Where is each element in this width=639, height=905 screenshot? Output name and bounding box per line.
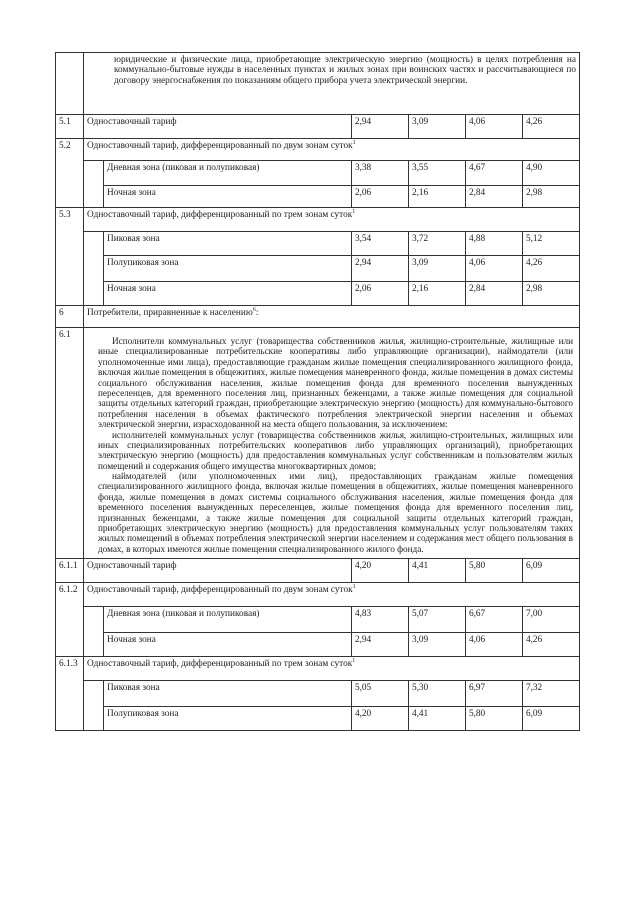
tariff-value: 4,67 [465, 161, 522, 186]
tariff-value: 3,72 [408, 232, 465, 256]
row-text [84, 328, 580, 559]
tariff-value: 2,84 [465, 186, 522, 208]
tariff-value: 7,32 [522, 681, 579, 707]
tariff-value: 4,06 [465, 256, 522, 282]
row-number: 5.3 [56, 208, 84, 306]
tariff-value: 3,38 [351, 161, 408, 186]
tariff-value: 7,00 [522, 607, 579, 633]
tariff-value: 3,09 [408, 115, 465, 139]
tariff-value: 2,84 [465, 282, 522, 306]
table-row [56, 657, 580, 681]
tariff-value: 2,16 [408, 186, 465, 208]
table-row [56, 559, 580, 583]
tariff-value: 4,83 [351, 607, 408, 633]
tariff-value: 5,30 [408, 681, 465, 707]
table-row [56, 282, 580, 306]
tariff-value: 5,05 [351, 681, 408, 707]
zone-label: Полупиковая зона [104, 707, 352, 731]
tariff-value: 2,06 [351, 186, 408, 208]
row-label: Одноставочный тариф, дифференцированный по двум зонам суток$^1$ [84, 139, 580, 161]
row-number: 5.2 [56, 139, 84, 208]
row-number: 6.1.1 [56, 559, 84, 583]
table-row [56, 328, 580, 559]
zone-label: Дневная зона (пиковая и полупиковая) [104, 607, 352, 633]
table-row [56, 607, 580, 633]
row-number: 6.1.2 [56, 583, 84, 657]
paragraph: исполнителей коммунальных услуг (товарищества собственников жилья, жилищно-строительных, жилищных или иных специализированных потребительских кооперативов либо управляющих организаций), приобретающих электрическую энергию (мощность) для предоставления коммунальных услуг собственникам и пользователям жилых помещений и содержания общего имущества многоквартирных домов; [98, 429, 573, 471]
paragraph: Исполнители коммунальных услуг (товарищества собственников жилья, жилищно-строительные, жилищные или иные специализированные потребительские кооперативы либо управляющие организации), наймодатели (или уполномоченные ими лица), предоставляющие гражданам жилые помещения специализированного жилищного фонда, включая жилые помещения в общежитиях, жилые помещения маневренного фонда, жилые помещения в домах системы социального обслуживания населения, жилые помещения фонда для временного поселения вынужденных переселенцев, для временного поселения лиц, признанных беженцами, а также жилые помещения для социальной защиты отдельных категорий граждан, приобретающие электрическую энергию (мощность) для коммунально-бытового потребления населения в объемах фактического потребления электрической энергии населения и объемах электрической энергии, израсходованной на места общего пользования, за исключением: [98, 336, 573, 430]
table-row [56, 232, 580, 256]
row-number: 5.1 [56, 115, 84, 139]
zone-label: Полупиковая зона [104, 256, 352, 282]
zone-label: Ночная зона [104, 282, 352, 306]
tariff-value: 4,20 [351, 559, 408, 583]
row-number: 6 [56, 306, 84, 328]
tariff-value: 5,07 [408, 607, 465, 633]
table-row [56, 681, 580, 707]
tariff-value: 6,09 [522, 559, 579, 583]
row-label: Одноставочный тариф, дифференцированный по двум зонам суток$^1$ [84, 583, 580, 607]
tariff-value: 2,98 [522, 282, 579, 306]
zone-label: Пиковая зона [104, 681, 352, 707]
tariff-value: 4,26 [522, 633, 579, 657]
tariff-value: 3,54 [351, 232, 408, 256]
tariff-value: 2,94 [351, 256, 408, 282]
row-label: Одноставочный тариф [84, 115, 352, 139]
tariff-value: 4,90 [522, 161, 579, 186]
tariff-value: 4,20 [351, 707, 408, 731]
row-number: 6.1.3 [56, 657, 84, 731]
tariff-value: 2,94 [351, 633, 408, 657]
table-row [56, 208, 580, 232]
row-label: Одноставочный тариф, дифференцированный по трем зонам суток$^1$ [84, 208, 580, 232]
row-label: Потребители, приравненные к населению$^6$: [84, 306, 580, 328]
table-row [56, 186, 580, 208]
tariff-value: 3,55 [408, 161, 465, 186]
tariff-value: 6,97 [465, 681, 522, 707]
tariff-value: 3,09 [408, 256, 465, 282]
table-row [56, 707, 580, 731]
zone-label: Дневная зона (пиковая и полупиковая) [104, 161, 352, 186]
tariff-value: 6,67 [465, 607, 522, 633]
row-number: 6.1 [56, 328, 84, 559]
tariff-value: 4,06 [465, 115, 522, 139]
intro-text: юридические и физические лица, приобретающие электрическую энергию (мощность) в целях потребления на коммунально-бытовые нужды в населенных пунктах и жилых зонах при воинских частях и рассчитывающиеся по договору энергоснабжения по показаниям общего прибора учета электрической энергии. [84, 53, 580, 115]
tariff-value: 4,41 [408, 559, 465, 583]
tariff-value: 4,06 [465, 633, 522, 657]
table-row [56, 139, 580, 161]
tariff-value: 6,09 [522, 707, 579, 731]
zone-label: Пиковая зона [104, 232, 352, 256]
row-number [56, 53, 84, 115]
tariff-value: 2,06 [351, 282, 408, 306]
tariff-value: 5,80 [465, 707, 522, 731]
table-row [56, 583, 580, 607]
tariff-value: 3,09 [408, 633, 465, 657]
row-label: Одноставочный тариф, дифференцированный по трем зонам суток$^1$ [84, 657, 580, 681]
paragraph: наймодателей (или уполномоченных ими лиц), предоставляющих гражданам жилые помещения специализированного жилищного фонда, включая жилые помещения в общежитиях, жилые помещения маневренного фонда, жилые помещения в домах системы социального обслуживания населения, жилые помещения фонда для временного поселения вынужденных переселенцев, жилые помещения фонда для временного поселения лиц, признанных беженцами, а также жилые помещения для социальной защиты отдельных категорий граждан, приобретающих электрическую энергию (мощность) для предоставления коммунальных услуг пользователям таких жилых помещений в объемах потребления электрической энергии населением и содержания мест общего пользования в домах, в которых имеются жилые помещения специализированного жилого фонда. [98, 471, 573, 554]
table-row [56, 256, 580, 282]
tariff-value: 5,80 [465, 559, 522, 583]
tariff-value: 2,98 [522, 186, 579, 208]
table-row [56, 306, 580, 328]
tariff-value: 4,41 [408, 707, 465, 731]
table-row [56, 633, 580, 657]
zone-label: Ночная зона [104, 633, 352, 657]
tariff-value: 4,88 [465, 232, 522, 256]
tariff-value: 5,12 [522, 232, 579, 256]
zone-label: Ночная зона [104, 186, 352, 208]
tariff-value: 4,26 [522, 115, 579, 139]
table-row [56, 115, 580, 139]
tariff-value: 4,26 [522, 256, 579, 282]
table-row [56, 53, 580, 115]
table-row [56, 161, 580, 186]
row-label: Одноставочный тариф [84, 559, 352, 583]
tariff-table [55, 52, 580, 731]
tariff-value: 2,16 [408, 282, 465, 306]
tariff-value: 2,94 [351, 115, 408, 139]
